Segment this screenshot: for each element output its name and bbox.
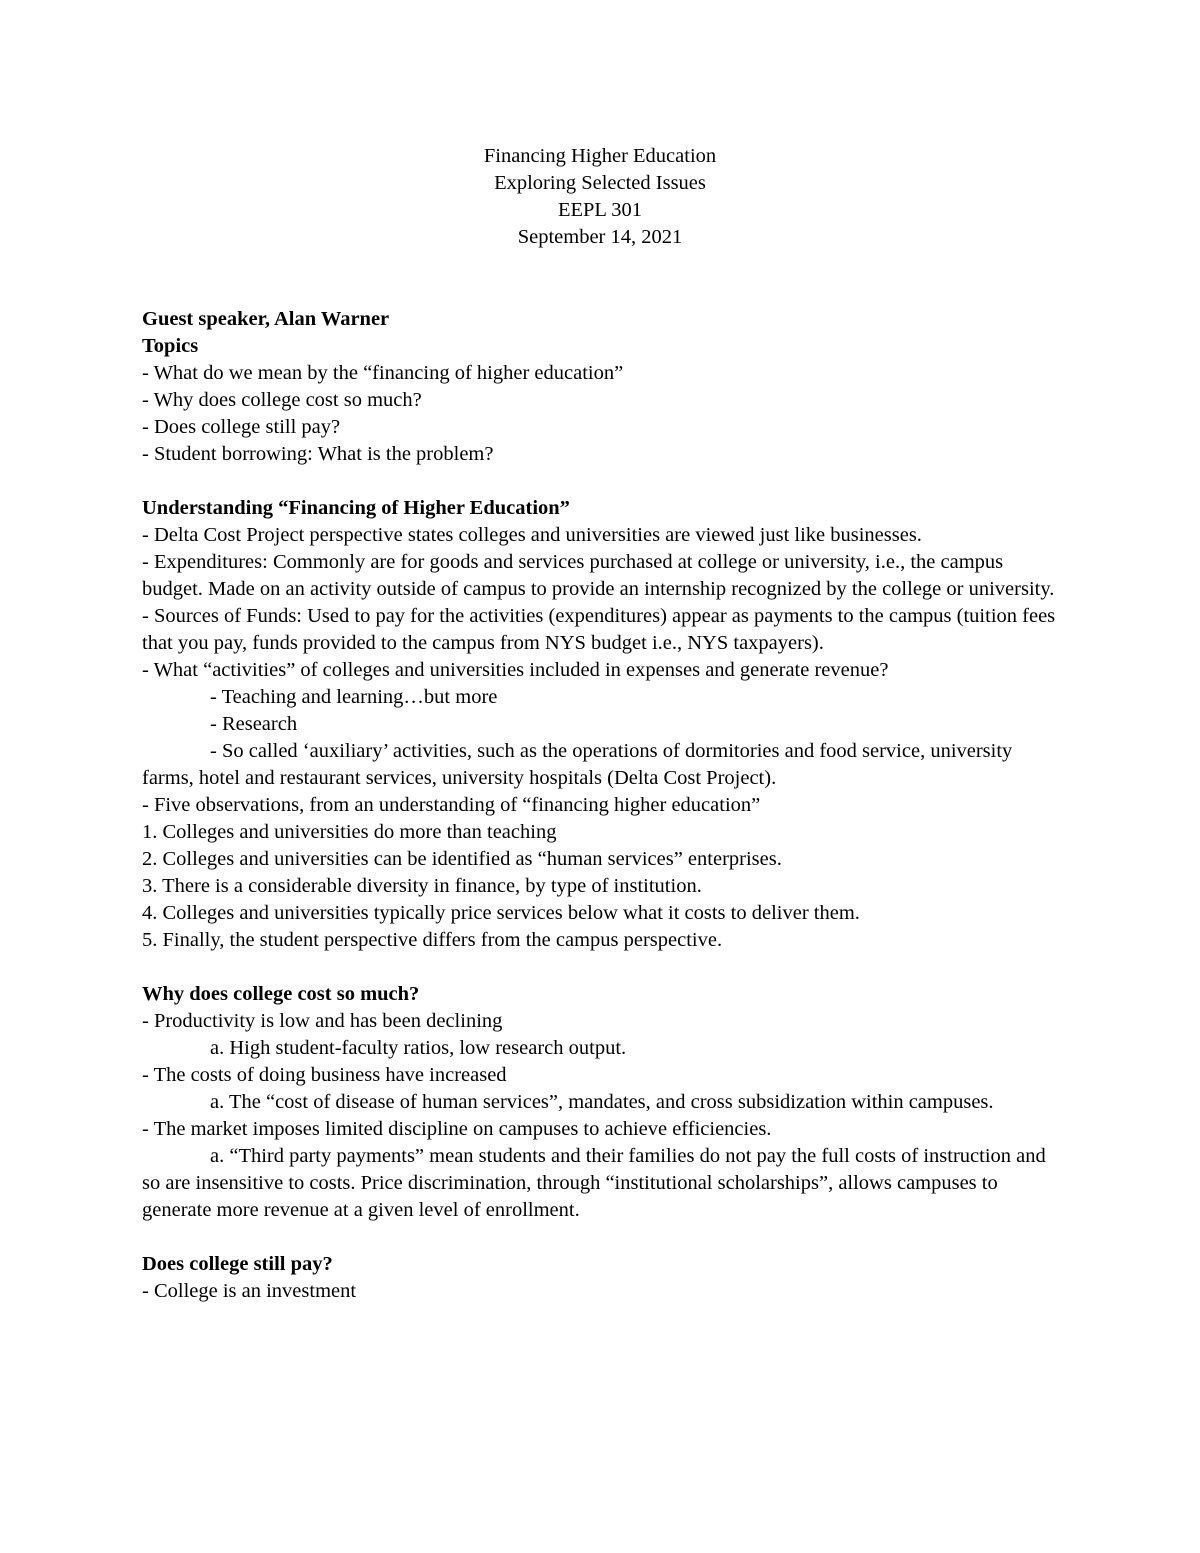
observation-item: 2. Colleges and universities can be identified as “human services” enterprises. xyxy=(142,848,782,870)
sub-point: a. “Third party payments” mean students and their families do not pay the full costs of instruction and so are insensitive to costs. Price discrimination, through “institutional scholarships”, allows campuses to generate more revenue at a given level of enrollment. xyxy=(142,1145,1046,1221)
sub-item: - So called ‘auxiliary’ activities, such as the operations of dormitories and food service, university farms, hotel and restaurant services, university hospitals (Delta Cost Project). xyxy=(142,740,1013,789)
paragraph-line: - Expenditures: Commonly are for goods and services purchased at college or university, i.e., the campus budget. Made on an activity outside of campus to provide an internship recognized by the college or university. xyxy=(142,551,1055,600)
point-line: - The market imposes limited discipline on campuses to achieve efficiencies. xyxy=(142,1118,772,1140)
document-header xyxy=(0,143,1200,251)
topic-item: - Why does college cost so much? xyxy=(142,389,422,411)
paragraph-gap xyxy=(142,1224,1060,1251)
section-heading: Does college still pay? xyxy=(142,1253,333,1275)
sub-item: - Research xyxy=(210,713,298,735)
document-title: Financing Higher Education xyxy=(483,145,717,167)
document-body xyxy=(142,306,1060,1305)
sub-point: a. The “cost of disease of human services”, mandates, and cross subsidization within campuses. xyxy=(210,1091,994,1113)
topic-item: - Does college still pay? xyxy=(142,416,341,438)
observation-item: 4. Colleges and universities typically price services below what it costs to deliver them. xyxy=(142,902,860,924)
point-line: - College is an investment xyxy=(142,1280,357,1302)
observation-item: 3. There is a considerable diversity in finance, by type of institution. xyxy=(142,875,702,897)
paragraph-line: - Delta Cost Project perspective states colleges and universities are viewed just like businesses. xyxy=(142,524,922,546)
document-date: September 14, 2021 xyxy=(517,226,683,248)
paragraph-line: - What “activities” of colleges and universities included in expenses and generate revenue? xyxy=(142,659,889,681)
observations-intro: - Five observations, from an understanding of “financing higher education” xyxy=(142,794,761,816)
paragraph-line: - Sources of Funds: Used to pay for the activities (expenditures) appear as payments to the campus (tuition fees that you pay, funds provided to the campus from NYS budget i.e., NYS taxpayers). xyxy=(142,605,1056,654)
section-heading: Why does college cost so much? xyxy=(142,983,420,1005)
paragraph-gap xyxy=(142,954,1060,981)
observation-item: 1. Colleges and universities do more than teaching xyxy=(142,821,557,843)
point-line: - The costs of doing business have increased xyxy=(142,1064,507,1086)
topic-item: - Student borrowing: What is the problem? xyxy=(142,443,494,465)
topics-heading: Topics xyxy=(142,335,199,357)
point-line: - Productivity is low and has been declining xyxy=(142,1010,503,1032)
speaker-line: Guest speaker, Alan Warner xyxy=(142,308,390,330)
sub-item: - Teaching and learning…but more xyxy=(210,686,498,708)
document-subtitle: Exploring Selected Issues xyxy=(494,172,706,194)
paragraph-gap xyxy=(142,468,1060,495)
observation-item: 5. Finally, the student perspective differs from the campus perspective. xyxy=(142,929,723,951)
course-code: EEPL 301 xyxy=(557,199,643,221)
sub-point: a. High student-faculty ratios, low research output. xyxy=(210,1037,627,1059)
section-heading: Understanding “Financing of Higher Education” xyxy=(142,497,570,519)
topic-item: - What do we mean by the “financing of higher education” xyxy=(142,362,624,384)
